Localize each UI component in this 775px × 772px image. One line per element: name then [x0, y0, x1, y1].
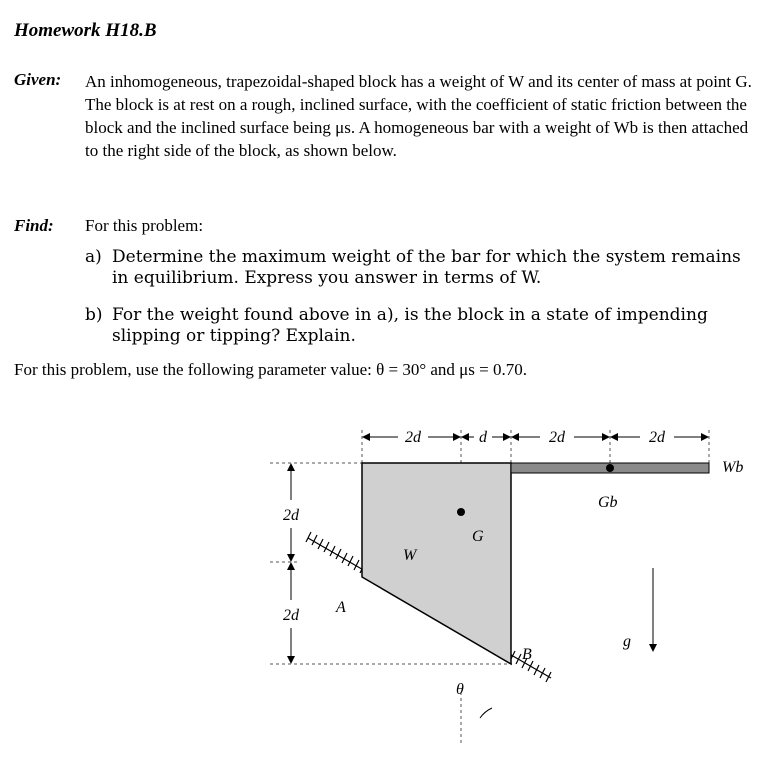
angle-arc [480, 708, 492, 718]
dim-left-1: 2d [283, 507, 299, 524]
block-com-label: G [472, 528, 484, 545]
given-label: Given: [14, 70, 62, 89]
find-item-a-tag: a) [85, 247, 102, 267]
find-label: Find: [14, 216, 54, 235]
dim-top-1: 2d [405, 429, 421, 446]
block-com-point [457, 508, 465, 516]
dim-top-4: 2d [649, 429, 665, 446]
dim-top-2: d [479, 429, 487, 446]
trapezoid-block [362, 463, 511, 664]
find-item-b-tag: b) [85, 305, 103, 325]
dim-left-2: 2d [283, 607, 299, 624]
parameter-text: For this problem, use the following parameter value: θ = 30° and μs = 0.70. [14, 360, 527, 379]
find-item-b-text: For the weight found above in a), is the block in a state of impending slipping or tipping? Explain. [112, 305, 708, 346]
point-b-label: B [522, 646, 532, 663]
angle-label: θ [456, 681, 464, 698]
bar-weight-label: Wb [722, 459, 744, 476]
gravity-label: g [623, 633, 631, 650]
bar-com-label: Gb [598, 494, 618, 511]
given-text: An inhomogeneous, trapezoidal-shaped block has a weight of W and its center of mass at point G. The block is at rest on a rough, inclined surface, with the coefficient of static friction between the block and the inclined surface being μs. A homogeneous bar with a weight of Wb is then attached to the right side of the block, as shown below. [85, 72, 752, 160]
bar-com-point [606, 464, 614, 472]
dim-top-3: 2d [549, 429, 565, 446]
block-weight-label: W [403, 547, 417, 564]
point-a-label: A [336, 599, 346, 616]
page-title: Homework H18.B [14, 20, 157, 41]
find-intro: For this problem: [85, 216, 204, 235]
find-item-a-text: Determine the maximum weight of the bar for which the system remains in equilibrium. Express you answer in terms of W. [112, 247, 741, 288]
